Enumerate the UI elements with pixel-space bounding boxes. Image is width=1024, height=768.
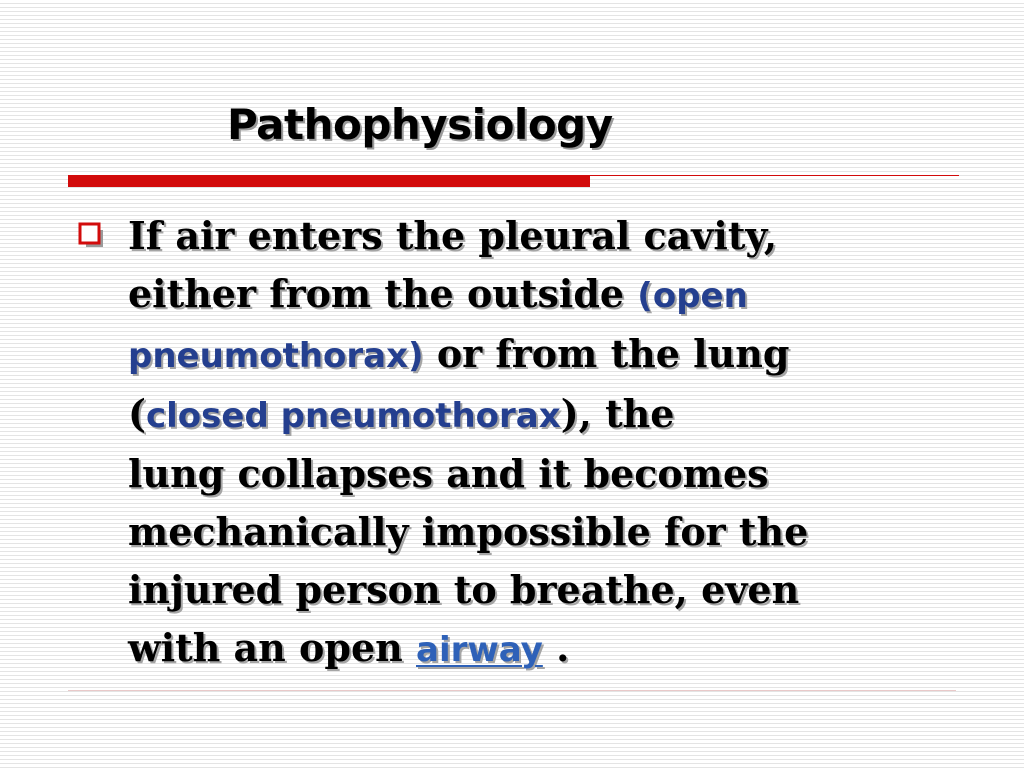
hollow-square-bullet-icon: [78, 222, 104, 248]
bullet-line-1: [128, 207, 968, 265]
text-run: lung collapses and it becomes: [128, 451, 769, 496]
bullet-line-6: [128, 503, 968, 561]
bullet-line-7: [128, 561, 968, 619]
term-open-pneumothorax-part2: pneumothorax): [128, 336, 424, 376]
text-run: .: [542, 625, 570, 670]
text-run: mechanically impossible for the: [128, 509, 809, 554]
bullet-line-3: [128, 325, 968, 385]
bullet-line-4: [128, 385, 968, 445]
text-run: (: [128, 391, 146, 436]
text-run: ), the: [560, 391, 675, 436]
footer-divider: [68, 690, 956, 691]
text-run: If air enters the pleural cavity,: [128, 213, 778, 258]
text-run: or from the lung: [423, 331, 790, 376]
bullet-paragraph: [128, 207, 968, 679]
term-closed-pneumothorax: closed pneumothorax: [145, 396, 561, 436]
title-underline-thick: [68, 175, 590, 187]
title-underline-thin: [590, 175, 959, 176]
bullet-line-8: [128, 619, 968, 679]
slide-title: Pathophysiology: [227, 100, 613, 149]
bullet-line-5: [128, 445, 968, 503]
text-run: with an open: [128, 625, 416, 670]
text-run: either from the outside: [128, 271, 638, 316]
text-run: injured person to breathe, even: [128, 567, 800, 612]
bullet-line-2: [128, 265, 968, 325]
term-open-pneumothorax-part1: (open: [637, 276, 748, 316]
airway-link[interactable]: airway: [416, 630, 543, 670]
